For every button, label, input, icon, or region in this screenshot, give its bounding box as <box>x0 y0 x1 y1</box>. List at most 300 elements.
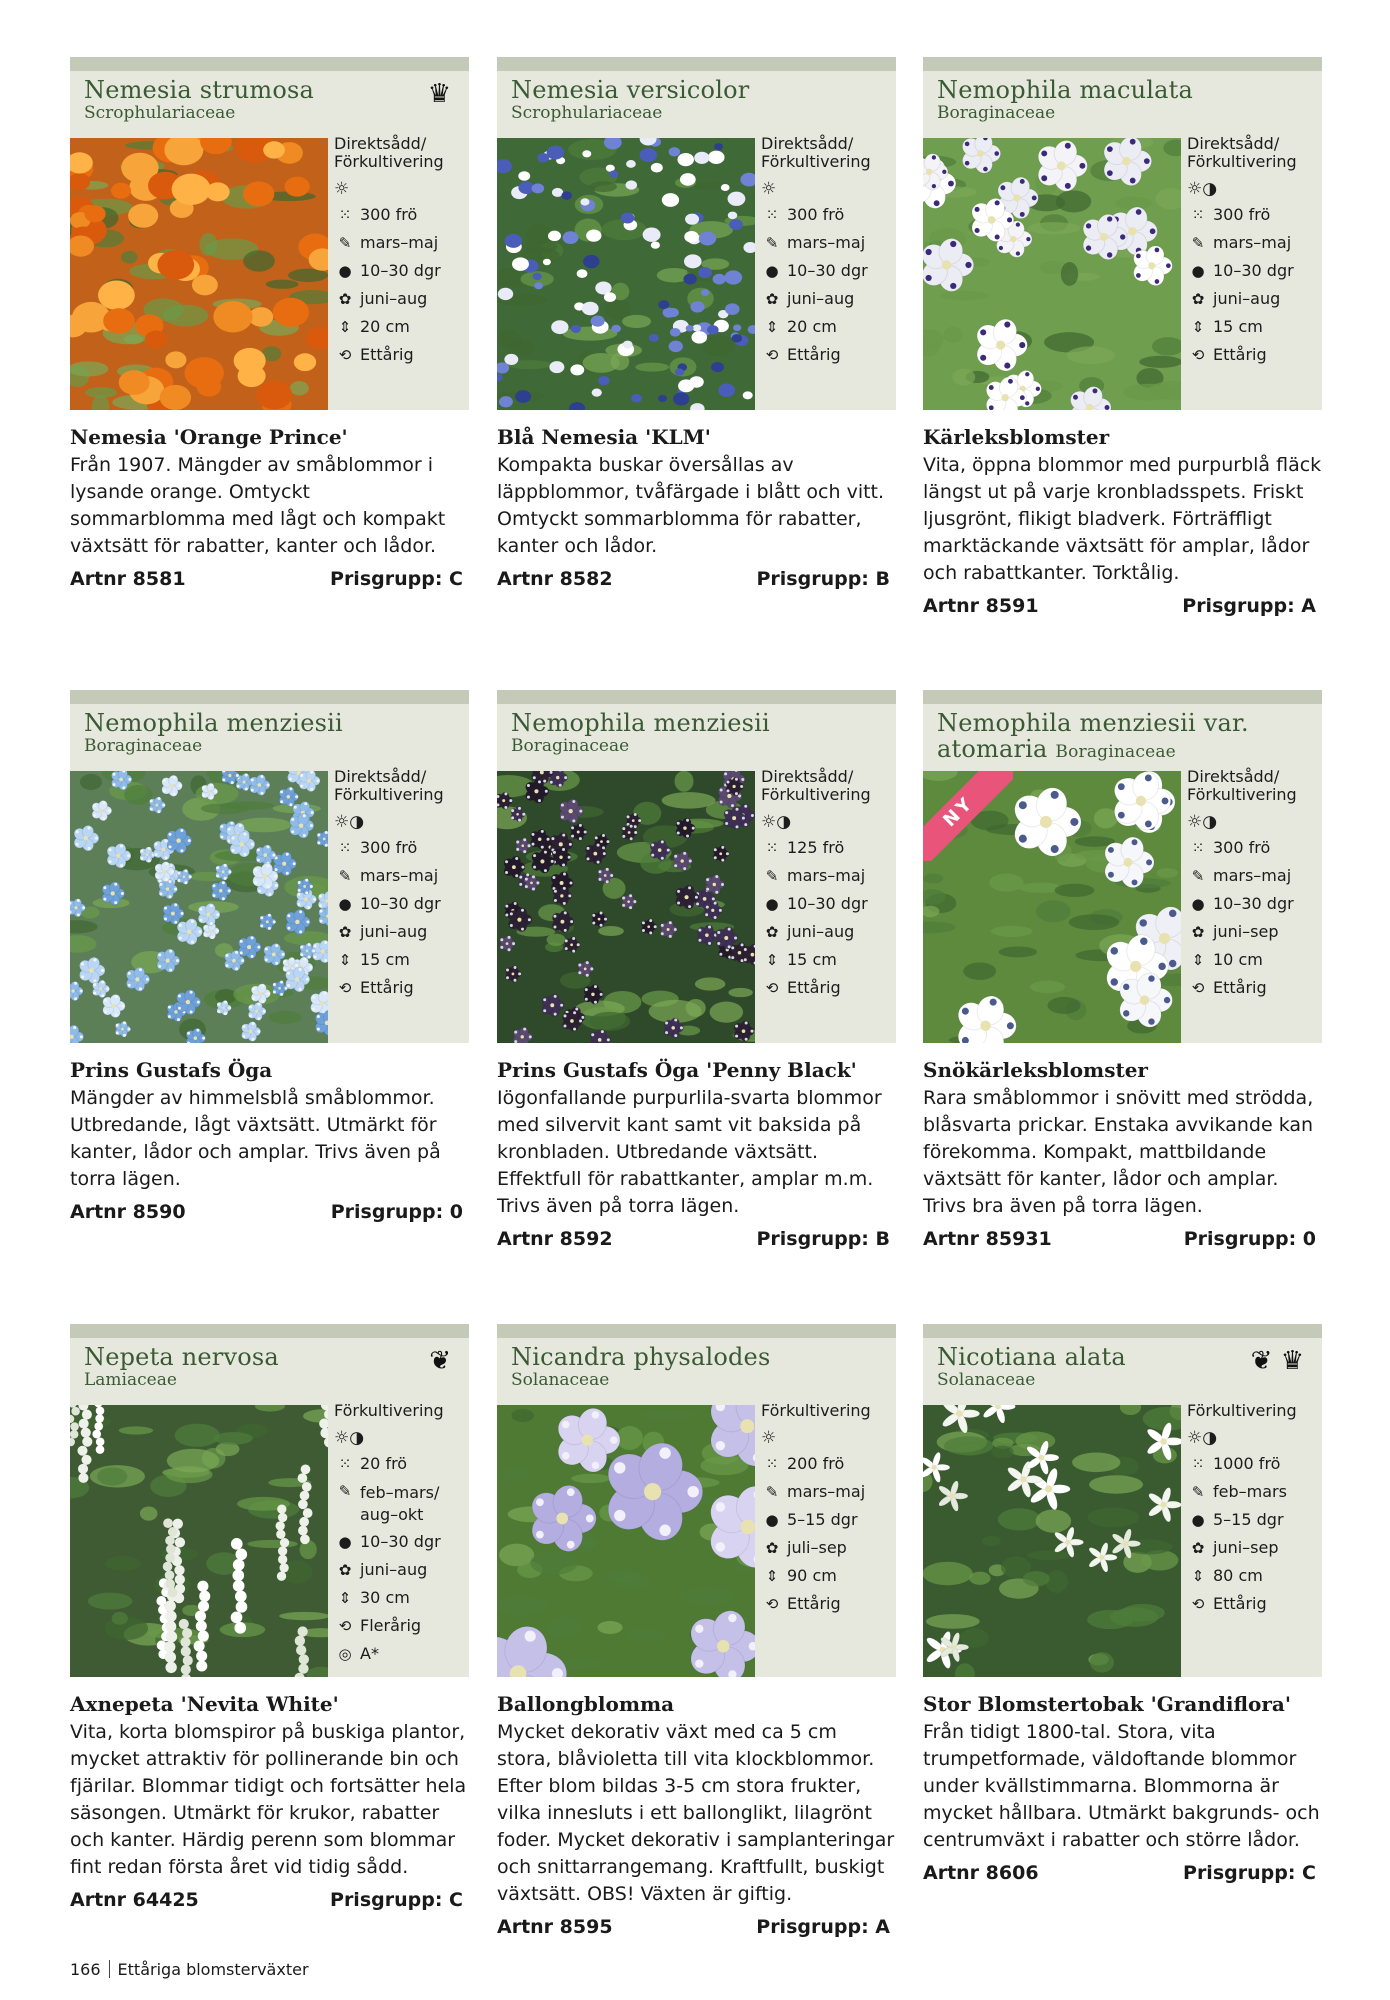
article-number: Artnr 8582 <box>497 568 613 590</box>
sun-icon: ☼ <box>761 1428 777 1448</box>
leaf-shape <box>279 1612 328 1620</box>
flower-shape <box>518 171 530 181</box>
spec-seeds: ⁙ 300 frö <box>334 834 454 862</box>
family-name: Solanaceae <box>511 1370 610 1390</box>
flower-shape <box>708 151 725 164</box>
flower-shape <box>192 275 218 296</box>
flower-shape <box>537 153 549 162</box>
leaf-shape <box>982 1536 1001 1546</box>
leaf-shape <box>124 785 153 805</box>
germination-icon: ● <box>338 1533 352 1551</box>
flower-shape <box>626 160 636 168</box>
flower-shape <box>690 301 704 312</box>
spec-germination: ● 10–30 dgr <box>1187 257 1307 285</box>
card-topbar <box>70 690 469 704</box>
zone-icon: ◎ <box>338 1645 352 1663</box>
flower-shape <box>548 231 561 241</box>
leaf-shape <box>710 1002 744 1023</box>
plant-photo <box>497 1405 755 1677</box>
spec-sowtime: ✎ mars–maj <box>1187 862 1307 890</box>
common-name: Ballongblomma <box>497 1692 675 1716</box>
spec-seeds: ⁙ 20 frö <box>334 1450 454 1478</box>
article-number: Artnr 85931 <box>923 1228 1052 1250</box>
leaf-shape <box>497 1596 547 1615</box>
germination-icon: ● <box>1191 262 1205 280</box>
flower-shape <box>678 379 694 392</box>
leaf-shape <box>926 1614 980 1629</box>
seeds-icon: ⁙ <box>765 206 779 224</box>
leaf-shape <box>1087 1610 1133 1629</box>
family-name: Scrophulariaceae <box>511 103 663 123</box>
flower-shape <box>686 325 694 331</box>
leaf-shape <box>1028 222 1080 234</box>
lifecycle-icon: ⟲ <box>1191 979 1205 997</box>
description: Från tidigt 1800-tal. Stora, vita trumpetformade, väldoftande blommor under kvällstimmarna. Blommorna är mycket hållbara. Utmärkt bakgrunds- och centrumväxt i rabatter och större lådor. <box>923 1721 1320 1851</box>
flower-shape <box>533 273 542 280</box>
flower-shape <box>234 348 266 374</box>
flower-shape <box>626 180 637 189</box>
common-name: Blå Nemesia 'KLM' <box>497 425 711 449</box>
spec-sowtime: ✎ mars–maj <box>334 229 454 257</box>
card-panel <box>923 704 1322 1043</box>
flower-shape <box>743 391 753 399</box>
leaf-shape <box>112 1612 128 1625</box>
seeds-icon: ⁙ <box>338 1455 352 1473</box>
spec-sowtime: ✎ mars–maj <box>761 229 881 257</box>
spec-sowtime: ✎ mars–maj <box>334 862 454 890</box>
spec-lifecycle: ⟲ Ettårig <box>1187 341 1307 369</box>
leaf-shape <box>1047 997 1080 1014</box>
spec-bloom: ✿ juni–aug <box>334 1556 454 1584</box>
common-name: Prins Gustafs Öga <box>70 1058 273 1082</box>
spec-lifecycle: ⟲ Ettårig <box>1187 1590 1307 1618</box>
spec-bloom: ✿ juni–sep <box>1187 1534 1307 1562</box>
flower-shape <box>684 231 698 243</box>
article-number: Artnr 8591 <box>923 595 1039 617</box>
flower-shape <box>725 303 739 315</box>
flower-shape <box>714 143 723 150</box>
germination-icon: ● <box>765 1511 779 1529</box>
plant-photo <box>70 1405 328 1677</box>
sowing-method: Förkultivering <box>1187 1401 1297 1420</box>
spec-height: ⇕ 80 cm <box>1187 1562 1307 1590</box>
leaf-shape <box>266 280 299 289</box>
bloom-icon: ✿ <box>338 290 352 308</box>
spec-height: ⇕ 20 cm <box>334 313 454 341</box>
spec-bloom: ✿ juli–sep <box>761 1534 881 1562</box>
card-meta <box>497 1228 896 1250</box>
flower-shape <box>621 213 635 224</box>
description: Rara småblommor i snövitt med strödda, blåsvarta prickar. Enstaka avvikande kan förekomma. Kompakt, mattbildande växtsätt för kanter, lådor och amplar. Trivs bra även på torra lägen. <box>923 1087 1314 1217</box>
bloom-icon: ✿ <box>1191 1539 1205 1557</box>
leaf-shape <box>675 771 694 792</box>
plant-photo-image <box>923 1405 1181 1677</box>
flower-shape <box>609 170 618 177</box>
sowing-method: Direktsådd/ Förkultivering <box>334 134 444 171</box>
flower-shape <box>669 341 683 352</box>
spec-sowtime: ✎ mars–maj <box>761 1478 881 1506</box>
sowing-time-icon: ✎ <box>338 867 352 885</box>
lifecycle-icon: ⟲ <box>765 346 779 364</box>
spec-lifecycle: ⟲ Ettårig <box>1187 974 1307 1002</box>
price-group: Prisgrupp: 0 <box>1183 1228 1316 1250</box>
leaf-shape <box>1069 914 1119 930</box>
family-name: Boraginaceae <box>84 736 203 756</box>
flower-shape <box>701 289 710 296</box>
flower-shape <box>591 315 605 326</box>
family-name: Boraginaceae <box>1055 742 1176 762</box>
leaf-shape <box>943 327 962 343</box>
flower-shape <box>598 376 610 385</box>
seeds-icon: ⁙ <box>338 839 352 857</box>
height-icon: ⇕ <box>1191 951 1205 969</box>
leaf-shape <box>1061 262 1078 286</box>
flower-shape <box>721 184 730 191</box>
plant-photo <box>923 1405 1181 1677</box>
flower-shape <box>692 325 701 332</box>
flower-shape <box>165 351 186 368</box>
leaf-shape <box>282 1560 312 1584</box>
product-card <box>497 690 896 1250</box>
leaf-shape <box>1089 1475 1143 1493</box>
price-group: Prisgrupp: A <box>1182 595 1316 617</box>
leaf-shape <box>88 1593 133 1610</box>
flower-shape <box>669 147 681 156</box>
card-topbar <box>497 1324 896 1338</box>
bloom-icon: ✿ <box>1191 923 1205 941</box>
spec-lifecycle: ⟲ Ettårig <box>761 1590 881 1618</box>
flower-shape <box>172 174 211 205</box>
bloom-icon: ✿ <box>765 923 779 941</box>
price-group: Prisgrupp: B <box>756 1228 890 1250</box>
card-meta <box>923 1862 1322 1884</box>
spec-germination: ● 5–15 dgr <box>761 1506 881 1534</box>
height-icon: ⇕ <box>1191 1567 1205 1585</box>
leaf-shape <box>1023 1571 1050 1586</box>
flower-shape <box>145 331 167 349</box>
common-name: Snökärleksblomster <box>923 1058 1148 1082</box>
footer-divider <box>109 1960 110 1978</box>
leaf-shape <box>622 315 651 328</box>
leaf-shape <box>1036 1509 1071 1532</box>
seeds-icon: ⁙ <box>765 839 779 857</box>
common-name: Axnepeta 'Nevita White' <box>70 1692 339 1716</box>
leaf-shape <box>522 239 558 253</box>
leaf-shape <box>502 1466 530 1481</box>
spec-list <box>334 135 454 369</box>
flower-shape <box>586 230 601 242</box>
sowing-time-icon: ✎ <box>338 1482 352 1500</box>
flower-shape <box>670 328 681 337</box>
sowing-method: Förkultivering <box>334 1401 444 1420</box>
bloom-icon: ✿ <box>338 923 352 941</box>
price-group: Prisgrupp: A <box>756 1916 890 1938</box>
leaf-shape <box>290 381 309 395</box>
leaf-shape <box>635 363 669 372</box>
flower-shape <box>84 205 105 222</box>
bloom-icon: ✿ <box>765 1539 779 1557</box>
leaf-shape <box>1036 900 1071 922</box>
leaf-shape <box>1030 981 1065 994</box>
seeds-icon: ⁙ <box>1191 206 1205 224</box>
plant-photo <box>497 771 755 1043</box>
flower-shape <box>580 198 589 205</box>
leaf-shape <box>1088 1507 1140 1527</box>
leaf-shape <box>105 1556 141 1571</box>
product-card <box>923 690 1322 1250</box>
flower-shape <box>547 146 564 160</box>
spec-lifecycle: ⟲ Flerårig <box>334 1612 454 1640</box>
flower-shape <box>733 324 741 331</box>
flower-shape <box>582 150 591 157</box>
flower-shape <box>157 250 194 279</box>
seeds-icon: ⁙ <box>338 206 352 224</box>
family-name: Solanaceae <box>937 1370 1036 1390</box>
height-icon: ⇕ <box>338 951 352 969</box>
spec-bloom: ✿ juni–aug <box>334 285 454 313</box>
sun-icon: ☼◑ <box>1187 1428 1218 1448</box>
lifecycle-icon: ⟲ <box>765 1595 779 1613</box>
spec-zone: ◎ A* <box>334 1640 454 1668</box>
latin-name: Nicandra physalodes <box>511 1343 771 1371</box>
flower-shape <box>561 191 572 199</box>
flower-shape <box>532 183 545 193</box>
flower-shape <box>698 267 712 278</box>
leaf-shape <box>991 926 1033 937</box>
latin-name: Nicotiana alata <box>937 1343 1126 1371</box>
leaf-shape <box>1139 356 1181 368</box>
leaf-shape <box>1067 346 1115 364</box>
height-icon: ⇕ <box>338 318 352 336</box>
card-meta <box>70 1889 469 1911</box>
sowing-method: Direktsådd/ Förkultivering <box>1187 134 1297 171</box>
spec-bloom: ✿ juni–aug <box>761 918 881 946</box>
spec-sowtime: ✎ feb–mars <box>1187 1478 1307 1506</box>
leaf-shape <box>119 1426 153 1434</box>
badge-icons: ♛ <box>427 79 451 109</box>
germination-icon: ● <box>338 262 352 280</box>
leaf-shape <box>269 1011 302 1024</box>
article-number: Artnr 8595 <box>497 1916 613 1938</box>
leaf-shape <box>243 250 275 271</box>
flower-shape <box>694 152 709 164</box>
leaf-shape <box>944 1436 993 1455</box>
description: Mängder av himmelsblå småblommor. Utbredande, lågt växtsätt. Utmärkt för kanter, lådor och amplar. Trivs även på torra lägen. <box>70 1087 441 1190</box>
plant-photo-image <box>70 771 328 1043</box>
card-panel <box>923 1338 1322 1677</box>
card-panel <box>70 1338 469 1677</box>
flower-shape <box>640 148 658 162</box>
family-name: Scrophulariaceae <box>84 103 236 123</box>
flower-shape <box>512 257 529 271</box>
spec-germination: ● 10–30 dgr <box>334 257 454 285</box>
sun-icon: ☼◑ <box>334 1428 365 1448</box>
flower-shape <box>699 232 716 246</box>
spec-lifecycle: ⟲ Ettårig <box>334 974 454 1002</box>
spec-height: ⇕ 90 cm <box>761 1562 881 1590</box>
leaf-shape <box>923 873 943 883</box>
leaf-shape <box>597 1621 622 1634</box>
flower-shape <box>498 288 513 300</box>
lifecycle-icon: ⟲ <box>765 979 779 997</box>
sowing-time-icon: ✎ <box>1191 867 1205 885</box>
flower-shape <box>184 357 223 389</box>
spec-bloom: ✿ juni–aug <box>1187 285 1307 313</box>
latin-name: Nemesia versicolor <box>511 76 750 104</box>
spec-bloom: ✿ juni–sep <box>1187 918 1307 946</box>
spec-seeds: ⁙ 200 frö <box>761 1450 881 1478</box>
lifecycle-icon: ⟲ <box>1191 346 1205 364</box>
plant-photo-image <box>497 1405 755 1677</box>
leaf-shape <box>247 1540 298 1548</box>
flower-shape <box>651 163 663 173</box>
spec-height: ⇕ 15 cm <box>761 946 881 974</box>
latin-name: Nemophila menziesii <box>511 709 770 737</box>
product-card <box>70 57 469 590</box>
lifecycle-icon: ⟲ <box>1191 1595 1205 1613</box>
spec-height: ⇕ 30 cm <box>334 1584 454 1612</box>
sowing-time-icon: ✎ <box>338 234 352 252</box>
spec-height: ⇕ 15 cm <box>334 946 454 974</box>
flower-shape <box>243 181 274 206</box>
germination-icon: ● <box>1191 1511 1205 1529</box>
spec-list <box>334 768 454 1002</box>
plant-photo-image <box>497 771 755 1043</box>
leaf-shape <box>923 1562 973 1586</box>
leaf-shape <box>571 1474 610 1483</box>
spec-seeds: ⁙ 125 frö <box>761 834 881 862</box>
flower-shape <box>651 241 660 248</box>
flower-shape <box>675 368 684 375</box>
flower-shape <box>728 192 746 206</box>
flower-shape <box>128 204 158 228</box>
new-badge-label: NY <box>923 771 1013 861</box>
card-meta <box>497 568 896 590</box>
sun-icon: ☼ <box>334 179 350 199</box>
flower-shape <box>643 228 661 242</box>
leaf-shape <box>498 329 521 348</box>
leaf-shape <box>695 977 726 990</box>
article-number: Artnr 8590 <box>70 1201 186 1223</box>
common-name: Stor Blomstertobak 'Grandiflora' <box>923 1692 1291 1716</box>
article-number: Artnr 8581 <box>70 568 186 590</box>
product-card <box>497 57 896 590</box>
flower-shape <box>662 193 679 207</box>
badge-icons: ❦ ♛ <box>1250 1346 1304 1376</box>
flower-shape <box>691 331 707 343</box>
description: Vita, öppna blommor med purpurblå fläck längst ut på varje kronbladsspets. Friskt ljusgrönt, flikigt bladverk. Förträffligt marktäckande växtsätt för amplar, lådor och rabattkanter. Torktålig. <box>923 454 1322 584</box>
leaf-shape <box>530 1551 578 1575</box>
latin-name: Nemophila maculata <box>937 76 1194 104</box>
spec-seeds: ⁙ 300 frö <box>761 201 881 229</box>
card-panel <box>497 704 896 1043</box>
spec-height: ⇕ 20 cm <box>761 313 881 341</box>
germination-icon: ● <box>338 895 352 913</box>
product-card <box>497 1324 896 1938</box>
flower-shape <box>667 308 679 317</box>
leaf-shape <box>998 1508 1041 1530</box>
leaf-shape <box>175 1424 220 1447</box>
spec-sowtime: ✎ mars–maj <box>1187 229 1307 257</box>
seeds-icon: ⁙ <box>1191 839 1205 857</box>
seeds-icon: ⁙ <box>1191 1455 1205 1473</box>
leaf-shape <box>1056 190 1092 212</box>
flower-shape <box>98 281 135 310</box>
leaf-shape <box>1016 1432 1056 1451</box>
flower-shape <box>631 394 642 403</box>
sun-icon: ☼◑ <box>1187 179 1218 199</box>
seeds-icon: ⁙ <box>765 1455 779 1473</box>
price-group: Prisgrupp: C <box>330 568 463 590</box>
leaf-shape <box>163 305 208 327</box>
page-number: 166 <box>70 1960 101 1979</box>
leaf-shape <box>140 1506 158 1520</box>
flower-shape <box>119 370 150 395</box>
flower-shape <box>263 141 285 158</box>
latin-name: Nemophila menziesii var. atomaria Boraginaceae <box>937 709 1249 763</box>
card-meta <box>70 1201 469 1223</box>
height-icon: ⇕ <box>338 1589 352 1607</box>
height-icon: ⇕ <box>765 951 779 969</box>
spec-height: ⇕ 10 cm <box>1187 946 1307 974</box>
spec-lifecycle: ⟲ Ettårig <box>334 341 454 369</box>
flower-shape <box>505 234 522 248</box>
spec-seeds: ⁙ 300 frö <box>1187 201 1307 229</box>
spec-lifecycle: ⟲ Ettårig <box>761 974 881 1002</box>
description: Mycket dekorativ växt med ca 5 cm stora, blåvioletta till vita klockblommor. Efter blom bildas 3-5 cm stora frukter, vilka innesluts i ett ballonglikt, lilagrönt foder. Mycket dekorativ i samplanteringar och snittarrangemang. Kraftfullt, buskigt växtsätt. OBS! Växten är giftig. <box>497 1721 895 1905</box>
card-topbar <box>70 1324 469 1338</box>
spec-germination: ● 10–30 dgr <box>334 890 454 918</box>
flower-shape <box>680 173 696 186</box>
flower-shape <box>718 384 735 397</box>
spec-seeds: ⁙ 1000 frö <box>1187 1450 1307 1478</box>
germination-icon: ● <box>1191 895 1205 913</box>
sowing-time-icon: ✎ <box>765 867 779 885</box>
lifecycle-icon: ⟲ <box>338 1617 352 1635</box>
flower-shape <box>611 325 621 333</box>
sowing-time-icon: ✎ <box>765 234 779 252</box>
flower-shape <box>551 320 568 334</box>
common-name: Kärleksblomster <box>923 425 1110 449</box>
spec-list <box>761 768 881 1002</box>
leaf-shape <box>626 1629 666 1640</box>
flower-shape <box>677 153 694 166</box>
flower-shape <box>592 389 602 397</box>
sowing-method: Förkultivering <box>761 1401 871 1420</box>
spec-sowtime: ✎ feb–mars/ aug–okt <box>334 1478 454 1528</box>
lifecycle-icon: ⟲ <box>338 979 352 997</box>
card-panel <box>923 71 1322 410</box>
flower-shape <box>713 274 726 285</box>
bloom-icon: ✿ <box>338 1561 352 1579</box>
description: Kompakta buskar översållas av läppblommor, tvåfärgade i blått och vitt. Omtyckt sommarblomma för rabatter, kanter och lådor. <box>497 454 885 557</box>
sowing-time-icon: ✎ <box>1191 234 1205 252</box>
leaf-shape <box>969 1572 990 1585</box>
spec-germination: ● 10–30 dgr <box>761 890 881 918</box>
plant-photo <box>497 138 755 410</box>
height-icon: ⇕ <box>1191 318 1205 336</box>
leaf-shape <box>991 1445 1013 1458</box>
leaf-shape <box>1045 1570 1068 1593</box>
sowing-method: Direktsådd/ Förkultivering <box>761 767 871 804</box>
flower-shape <box>724 270 742 284</box>
price-group: Prisgrupp: 0 <box>330 1201 463 1223</box>
family-name: Lamiaceae <box>84 1370 177 1390</box>
height-icon: ⇕ <box>765 1567 779 1585</box>
sowing-time-icon: ✎ <box>1191 1483 1205 1501</box>
leaf-shape <box>547 934 566 946</box>
spec-height: ⇕ 15 cm <box>1187 313 1307 341</box>
